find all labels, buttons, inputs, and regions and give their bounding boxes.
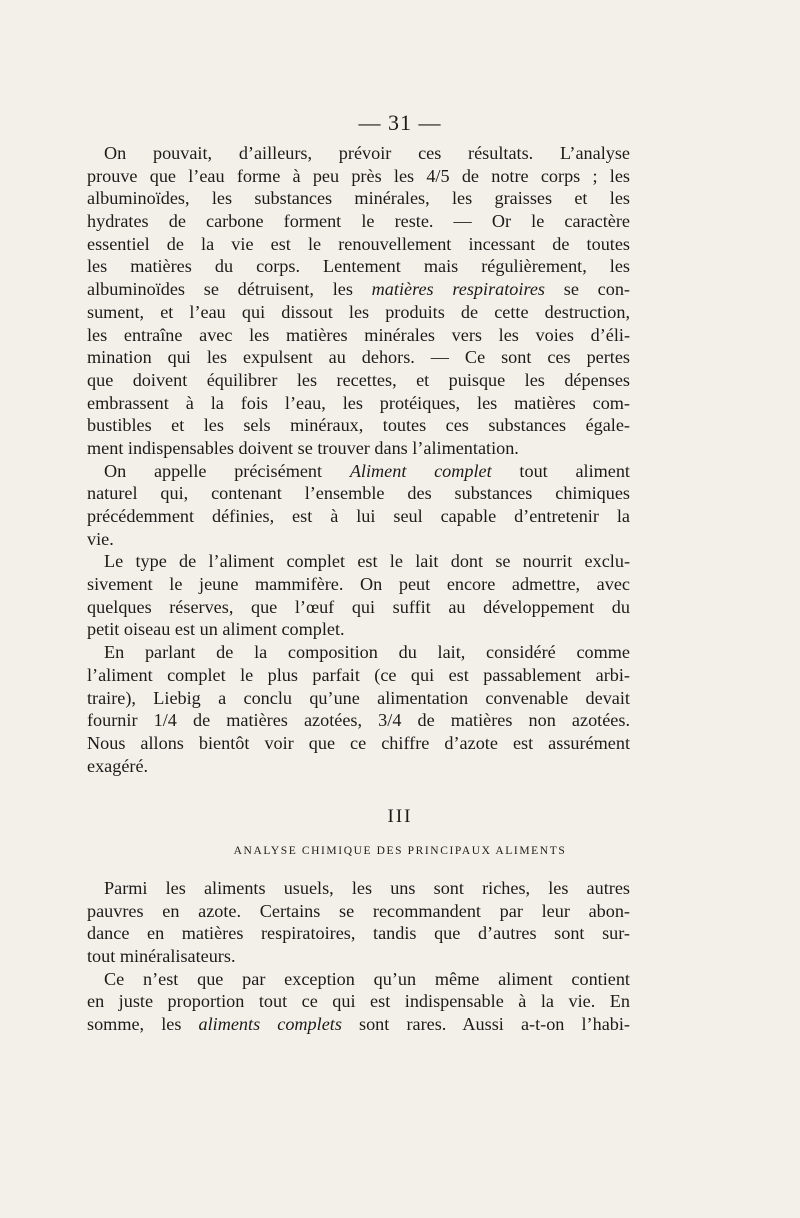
text-line: Parmi les aliments usuels, les uns sont riches, les autres [104,878,630,898]
text-line: ment indispensables doivent se trouver dans l’alimentation. [87,437,519,458]
section-title: ANALYSE CHIMIQUE DES PRINCIPAUX ALIMENTS [233,845,567,857]
text-line: les matières du corps. Lentement mais régulièrement, les [87,256,630,277]
text-line: sivement le jeune mammifère. On peut encore admettre, avec [87,574,630,595]
text-line: l’aliment complet le plus parfait (ce qui est passablement arbi- [87,664,630,685]
italic-term: Aliment complet [349,460,492,481]
text-line: albuminoïdes, les substances minérales, les graisses et les [87,188,630,209]
text-run: se con- [545,279,630,300]
text-run: sont rares. Aussi a-t-on l’habi- [341,1014,630,1035]
text-line: bustibles et les sels minéraux, toutes ces substances égale- [87,415,630,436]
text-run: somme, les [87,1014,199,1035]
page-number: — 31 — [358,110,442,135]
text-line: dance en matières respiratoires, tandis que d’autres sont sur- [87,923,630,944]
text-line-with-italic [87,1013,630,1036]
text-line-with-italic [87,460,630,483]
text-run: albuminoïdes se détruisent, les [87,279,372,300]
text-line: vie. [87,528,114,549]
text-line: que doivent équilibrer les recettes, et puisque les dépenses [87,369,630,390]
text-line-with-italic [87,278,630,301]
text-line: Le type de l’aliment complet est le lait dont se nourrit exclu- [104,551,630,572]
text-line: naturel qui, contenant l’ensemble des substances chimiques [87,483,630,504]
text-line: en juste proportion tout ce qui est indispensable à la vie. En [87,991,630,1012]
text-line: tout minéralisateurs. [87,946,236,967]
text-line: Ce n’est que par exception qu’un même aliment contient [104,968,630,989]
body-text-block-2 [87,877,630,1036]
text-line: pauvres en azote. Certains se recommandent par leur abon- [87,900,630,921]
text-line: mination qui les expulsent au dehors. — Ce sont ces pertes [87,347,630,368]
text-line: On pouvait, d’ailleurs, prévoir ces résultats. L’analyse [104,143,630,163]
text-line: exagéré. [87,755,149,776]
text-run: On appelle précisément [104,460,350,481]
body-text-block-1 [87,142,630,777]
italic-term: aliments complets [198,1014,342,1035]
text-line: Nous allons bientôt voir que ce chiffre d’azote est assurément [87,732,630,753]
text-line: petit oiseau est un aliment complet. [87,619,345,640]
text-line: quelques réserves, que l’œuf qui suffit au développement du [87,596,630,617]
text-line: fournir 1/4 de matières azotées, 3/4 de matières non azotées. [87,710,630,731]
text-line: En parlant de la composition du lait, considéré comme [104,642,630,663]
text-line: embrassent à la fois l’eau, les protéiques, les matières com- [87,392,630,413]
text-line: traire), Liebig a conclu qu’une alimentation convenable devait [87,687,630,708]
italic-term: matières respiratoires [371,279,545,300]
text-line: prouve que l’eau forme à peu près les 4/5 de notre corps ; les [87,165,630,186]
section-numeral: III [387,806,413,827]
text-line: sument, et l’eau qui dissout les produits de cette destruction, [87,301,630,322]
text-line: précédemment définies, est à lui seul capable d’entretenir la [87,506,630,526]
text-line: essentiel de la vie est le renouvellement incessant de toutes [87,233,630,254]
text-line: hydrates de carbone forment le reste. — Or le caractère [87,211,630,232]
text-line: les entraîne avec les matières minérales vers les voies d’éli- [87,324,630,345]
text-run: tout aliment [491,460,630,481]
